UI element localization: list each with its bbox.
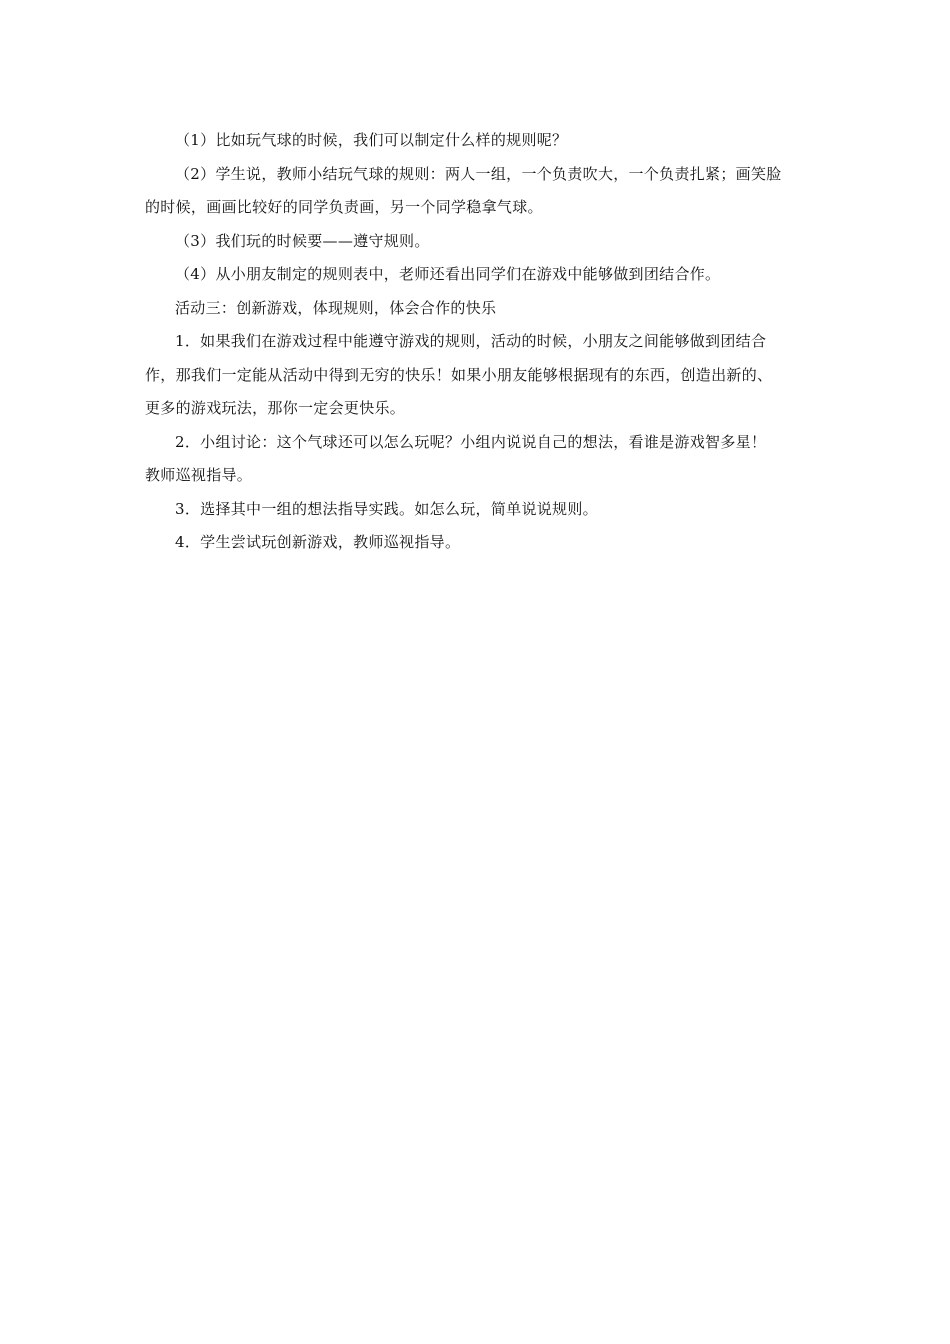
paragraph-line: 3．选择其中一组的想法指导实践。如怎么玩，简单说说规则。 [175,499,598,518]
paragraph-line: 1．如果我们在游戏过程中能遵守游戏的规则，活动的时候，小朋友之间能够做到团结合 [175,332,767,350]
document-body [145,124,825,560]
paragraph-line: 2．小组讨论：这个气球还可以怎么玩呢？小组内说说自己的想法，看谁是游戏智多星！ [175,432,767,451]
paragraph-line: 更多的游戏玩法，那你一定会更快乐。 [145,399,406,417]
paragraph-line: 4．学生尝试玩创新游戏，教师巡视指导。 [175,533,461,551]
paragraph-line: 教师巡视指导。 [145,466,253,484]
section-heading: 活动三：创新游戏，体现规则，体会合作的快乐 [175,298,497,317]
paragraph-line: 作，那我们一定能从活动中得到无穷的快乐！如果小朋友能够根据现有的东西，创造出新的、 [145,365,773,384]
paragraph-line: （4）从小朋友制定的规则表中，老师还看出同学们在游戏中能够做到团结合作。 [175,265,721,283]
paragraph-line: （2）学生说，教师小结玩气球的规则：两人一组，一个负责吹大，一个负责扎紧；画笑脸 [175,164,782,183]
paragraph-line: （1）比如玩气球的时候，我们可以制定什么样的规则呢？ [175,131,568,149]
paragraph-line: 的时候，画画比较好的同学负责画，另一个同学稳拿气球。 [145,198,543,216]
paragraph-line: （3）我们玩的时候要——遵守规则。 [175,231,430,250]
